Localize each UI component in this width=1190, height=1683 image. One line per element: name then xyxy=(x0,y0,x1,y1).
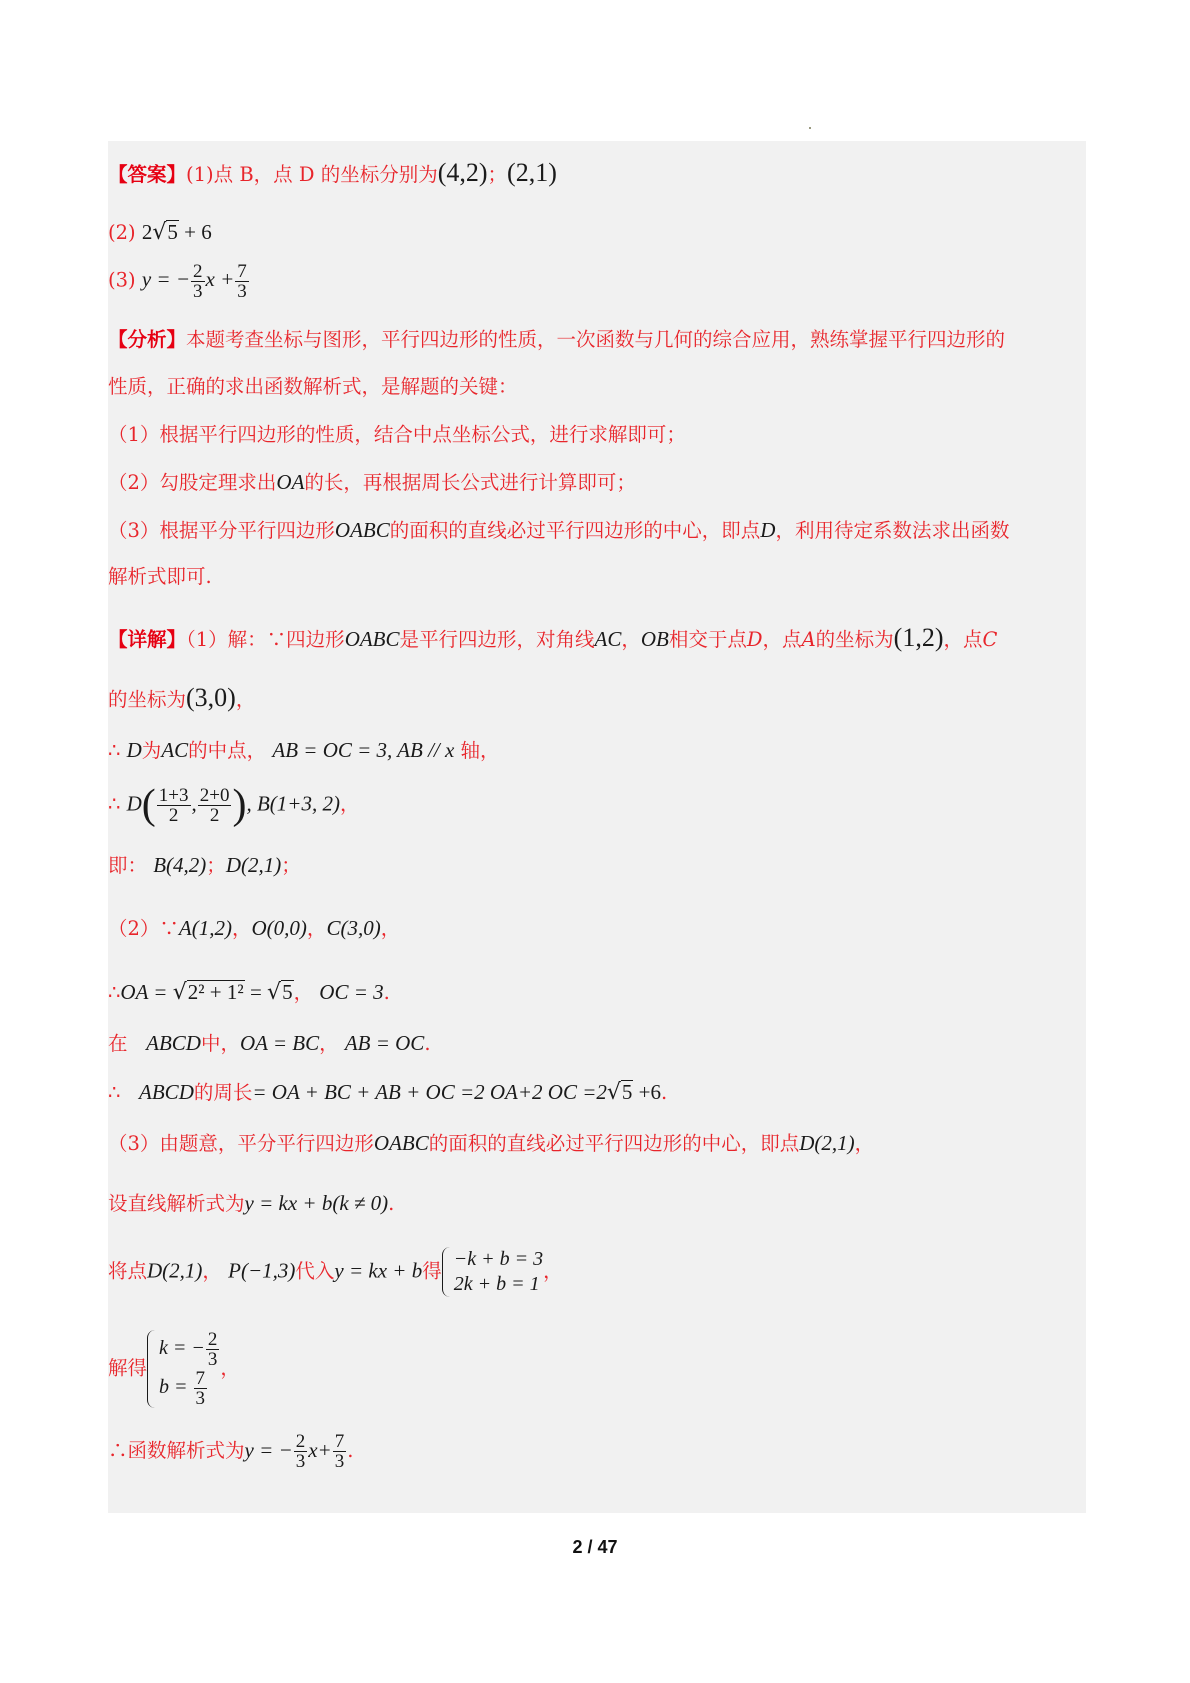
detail-p3-l1-b: 的面积的直线必过平行四边形的中心，即点 xyxy=(428,1132,800,1155)
frac-num: 2 xyxy=(207,1329,218,1350)
frac-den: 2 xyxy=(168,804,179,826)
detail-part3-line-1 xyxy=(108,1133,874,1154)
scan-artifact-dot xyxy=(809,127,811,129)
analysis-step-3-cont xyxy=(108,567,212,587)
end: . xyxy=(388,1192,395,1215)
tail: +6 xyxy=(633,1080,662,1104)
detail-part3-line-2 xyxy=(108,1193,394,1214)
detail-p1-l3-c: 的中点， xyxy=(188,739,267,762)
frac-den: 2 xyxy=(209,804,220,826)
detail-part2-line-2 xyxy=(108,980,390,1004)
frac-num: 2 xyxy=(295,1431,306,1452)
frac-num: 2+0 xyxy=(199,784,230,806)
detail-p3-l3-b: 代入 xyxy=(295,1259,335,1283)
detail-line-4: ∴ D( $\frac{1+3}{2}$ , $\frac{2+0}{2}$ ), B(1+3, 2)， xyxy=(108,782,360,828)
detail-part2-line-4 xyxy=(108,1080,667,1104)
detail-p3-l1-var: OABC xyxy=(373,1131,429,1155)
answer-q2-value: 2√5 + 6 xyxy=(141,220,212,245)
sqrt-icon: √ xyxy=(606,1080,621,1105)
detail-p1-var1: OABC xyxy=(344,627,400,651)
equation-row: −k + b = 3 xyxy=(453,1248,544,1270)
eq: = xyxy=(244,980,268,1004)
detail-p1-l4-D: D xyxy=(126,791,142,816)
point-P: P(−1,3) xyxy=(228,1258,296,1283)
analysis-step3-a: （3）根据平分平行四边形 xyxy=(108,519,335,542)
end: ， xyxy=(543,1259,563,1283)
detail-part3-line-3 xyxy=(108,1247,563,1297)
mid: x+ xyxy=(308,1438,332,1462)
answer-line-1 xyxy=(108,160,557,186)
sqrt-radicand: 2² + 1² xyxy=(187,980,244,1004)
detail-p3-l2-a: 设直线解析式为 xyxy=(108,1192,245,1215)
answer-q1-d: (2,1) xyxy=(507,158,557,187)
detail-p1-l2-a: 的坐标为 xyxy=(108,688,187,711)
detail-p3-l2-math: y = kx + b(k ≠ 0) xyxy=(244,1191,389,1215)
analysis-intro-2: 性质，正确的求出函数解析式，是解题的关键： xyxy=(108,375,518,398)
sep: ， xyxy=(380,917,401,940)
frac-num: 7 xyxy=(195,1368,206,1389)
detail-p3-l3-math: y = kx + b xyxy=(334,1258,423,1283)
therefore-symbol: ∴ xyxy=(108,792,121,816)
detail-p1-l5-a: 即： xyxy=(108,854,148,877)
detail-p1-l5-d: D(2,1) xyxy=(225,853,282,877)
frac-num: 1+3 xyxy=(158,784,189,806)
detail-p3-l1-a: （3）由题意，平分平行四边形 xyxy=(108,1132,374,1155)
answer-line-3 xyxy=(108,262,250,301)
therefore-symbol: ∴ xyxy=(108,1081,121,1104)
answer-q1-b: (4,2) xyxy=(437,158,488,187)
detail-p2-l3-b: 中， xyxy=(200,1032,240,1055)
lhs: y = − xyxy=(244,1438,293,1462)
detail-p1-g: ，点 xyxy=(943,628,983,651)
detail-p1-l4-B: , B(1+3, 2) xyxy=(246,791,340,816)
analysis-step-1 xyxy=(108,425,686,445)
detail-p1-f: 的坐标为 xyxy=(815,628,894,651)
detail-part3-line-5 xyxy=(108,1432,353,1471)
therefore-symbol: ∴ xyxy=(108,981,121,1004)
end: . xyxy=(347,1439,354,1462)
detail-p1-a: （1）解：∵四边形 xyxy=(186,628,345,651)
brace-icon xyxy=(442,1247,453,1297)
detail-p1-l3-math: AB = OC = 3, AB // x xyxy=(272,738,455,762)
analysis-line-2 xyxy=(108,377,518,397)
detail-p3-l3-a: 将点 xyxy=(108,1259,148,1283)
detail-p2-l3-m2: AB = OC xyxy=(344,1031,425,1055)
detail-label: 【详解】 xyxy=(108,628,187,651)
sep: ， xyxy=(306,917,327,940)
point-D: D(2,1) xyxy=(147,1258,203,1283)
answer-q1-text: (1)点 B，点 D 的坐标分别为 xyxy=(186,163,438,186)
analysis-step3-var: OABC xyxy=(334,518,390,542)
detail-p2-l3-m1: OA = BC xyxy=(239,1031,320,1055)
sep: ， xyxy=(319,1032,339,1055)
detail-p1-l5-c: ； xyxy=(206,854,226,877)
sep: ， xyxy=(232,917,252,940)
detail-line-1 xyxy=(108,625,997,651)
equation-row: 2k + b = 1 xyxy=(453,1273,540,1295)
answer-q2-prefix: (2) xyxy=(108,221,136,244)
detail-p1-l5-b: B(4,2) xyxy=(153,853,207,877)
detail-part3-line-4 xyxy=(108,1330,240,1408)
detail-p1-e: ，点 xyxy=(762,628,802,651)
detail-p2-l3-var: ABCD xyxy=(146,1031,201,1055)
detail-part2-line-3 xyxy=(108,1033,431,1054)
sqrt-radicand: 5 xyxy=(282,980,293,1004)
frac-num: 7 xyxy=(334,1431,345,1452)
detail-p1-var2: AC xyxy=(594,627,622,651)
oa-eq: OA = xyxy=(120,980,173,1004)
end: . xyxy=(661,1081,668,1104)
detail-p2-l3-a: 在 xyxy=(108,1032,128,1055)
point-O: O(0,0) xyxy=(251,916,307,940)
sqrt-icon: √ xyxy=(172,980,187,1005)
detail-p3-l3-c: 得 xyxy=(422,1259,442,1283)
equation-system xyxy=(442,1247,543,1297)
end: ， xyxy=(220,1356,240,1380)
brace-icon xyxy=(147,1330,158,1408)
detail-p1-c: ， xyxy=(621,628,641,651)
detail-p3-l1-pt: D(2,1) xyxy=(799,1131,855,1155)
analysis-step-2 xyxy=(108,472,636,493)
end: ， xyxy=(854,1132,875,1155)
sep: ， xyxy=(293,981,314,1004)
k-row xyxy=(159,1330,220,1369)
detail-p3-l5-a: ∴函数解析式为 xyxy=(108,1439,245,1462)
detail-p1-var4: D xyxy=(746,628,763,651)
analysis-intro-1: 本题考查坐标与图形，平行四边形的性质，一次函数与几何的综合应用，熟练掌握平行四边形的 xyxy=(186,328,1006,351)
detail-p1-l4-end: ， xyxy=(339,792,360,816)
answer-line-2 xyxy=(108,220,212,244)
frac-den: 3 xyxy=(195,1388,206,1409)
analysis-step3-c: ，利用待定系数法求出函数 xyxy=(775,519,1010,542)
detail-p1-l3-b: 为 xyxy=(141,739,162,762)
frac-den: 3 xyxy=(334,1451,345,1472)
analysis-step3-line2: 解析式即可. xyxy=(108,565,212,588)
analysis-step3-pt: D xyxy=(760,518,776,542)
answer-q1-sep: ； xyxy=(487,163,508,186)
detail-p1-var5: A xyxy=(801,628,816,651)
analysis-step3-b: 的面积的直线必过平行四边形的中心，即点 xyxy=(389,519,761,542)
end: . xyxy=(383,981,390,1004)
page-indicator: 2 / 47 xyxy=(572,1537,618,1557)
detail-p2-l4-b: 的周长 xyxy=(193,1081,253,1104)
therefore-symbol: ∴ xyxy=(108,739,121,762)
answer-q3-value: y = − $\frac{2}{3}$ x + $\frac{7}{3}$ xyxy=(141,261,247,302)
right-paren: ) xyxy=(232,782,247,828)
analysis-step2-a: （2）勾股定理求出 xyxy=(108,471,277,494)
frac-den: 3 xyxy=(207,1349,218,1370)
detail-p1-var3: OB xyxy=(640,627,669,651)
answer-q3-prefix: (3) xyxy=(108,268,136,292)
detail-p1-l3-var2: AC xyxy=(161,738,189,762)
analysis-step2-var: OA xyxy=(276,470,305,494)
detail-p1-l3-var1: D xyxy=(126,738,142,762)
k-lhs: k = − xyxy=(159,1337,205,1360)
analysis-step-3 xyxy=(108,520,1009,541)
fraction xyxy=(157,786,191,825)
frac-den: 3 xyxy=(295,1451,306,1472)
point-A: A(1,2) xyxy=(178,916,232,940)
analysis-label: 【分析】 xyxy=(108,328,187,351)
detail-p1-l5-e: ； xyxy=(281,854,301,877)
detail-line-3 xyxy=(108,740,500,761)
detail-p1-b: 是平行四边形，对角线 xyxy=(399,628,595,651)
sqrt-radicand: 5 xyxy=(621,1080,633,1104)
detail-p2-l4-math: = OA + BC + AB + OC =2 OA+2 OC =2 xyxy=(252,1080,607,1104)
point-C: C(3,0) xyxy=(326,916,381,940)
left-paren: ( xyxy=(141,782,156,828)
detail-p3-l4-a: 解得 xyxy=(108,1356,148,1380)
analysis-step2-b: 的长，再根据周长公式进行计算即可； xyxy=(304,471,636,494)
detail-p1-l3-d: 轴， xyxy=(460,739,500,762)
analysis-step1-text: （1）根据平行四边形的性质，结合中点坐标公式，进行求解即可； xyxy=(108,423,686,446)
b-lhs: b = xyxy=(159,1376,193,1399)
end: . xyxy=(424,1032,431,1055)
fraction xyxy=(198,786,232,825)
sqrt-icon: √ xyxy=(267,980,282,1005)
detail-line-2 xyxy=(108,685,255,711)
detail-p1-l2-coord: (3,0) xyxy=(186,683,236,712)
detail-p1-d: 相交于点 xyxy=(668,628,747,651)
oc-eq: OC = 3 xyxy=(319,980,384,1004)
detail-p1-l2-b: ， xyxy=(235,688,256,711)
detail-p1-coord: (1,2) xyxy=(893,623,944,652)
solution-system xyxy=(147,1330,220,1408)
analysis-line-1 xyxy=(108,330,1005,350)
detail-line-5 xyxy=(108,855,301,876)
detail-p2-l4-var: ABCD xyxy=(139,1080,194,1104)
detail-part2-line-1 xyxy=(108,918,400,939)
answer-label: 【答案】 xyxy=(108,163,187,186)
sep: ， xyxy=(202,1259,222,1283)
detail-p2-l1-a: （2）∵ xyxy=(108,917,179,940)
detail-p1-var6: C xyxy=(982,628,998,651)
b-row xyxy=(159,1369,220,1408)
